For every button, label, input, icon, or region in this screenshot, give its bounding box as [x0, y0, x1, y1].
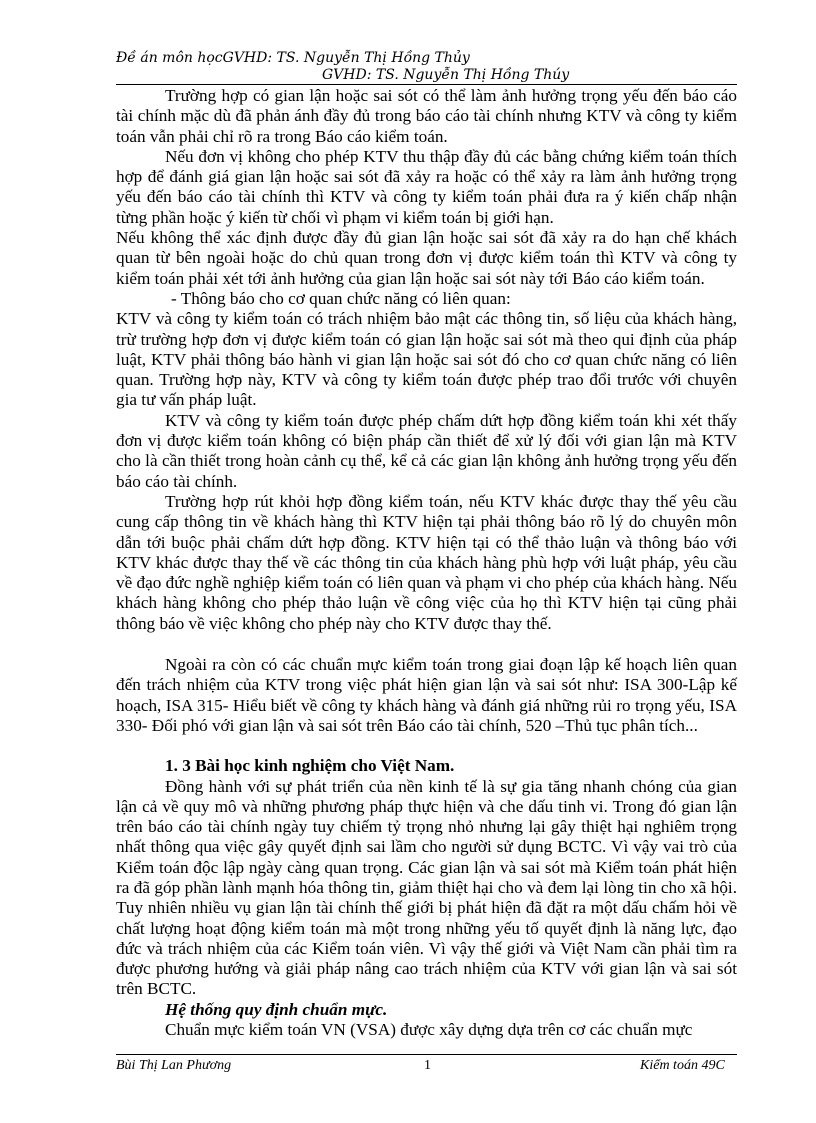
header-line-1: Đề án môn họcGVHD: TS. Nguyễn Thị Hồng Thủy	[116, 50, 470, 66]
paragraph: Nếu không thể xác định được đầy đủ gian lận hoặc sai sót đã xảy ra do hạn chế khách quan từ bên ngoài hoặc do chủ quan trong đơn vị được kiểm toán thì KTV và công ty kiểm toán phải xét tới ảnh hưởng của gian lận hoặc sai sót này tới Báo cáo kiểm toán.	[116, 228, 737, 288]
paragraph: - Thông báo cho cơ quan chức năng có liên quan:	[171, 288, 511, 308]
footer-page-number: 1	[424, 1058, 431, 1073]
paragraph: KTV và công ty kiểm toán được phép chấm dứt hợp đồng kiểm toán khi xét thấy đơn vị được kiểm toán không có biện pháp cần thiết để xử lý đối với gian lận mà KTV cho là cần thiết trong hoàn cảnh cụ thể, kể cả các gian lận không ảnh hưởng trọng yếu đến báo cáo tài chính.	[116, 410, 737, 491]
paragraph: Ngoài ra còn có các chuẩn mực kiểm toán trong giai đoạn lập kế hoạch liên quan đến trách nhiệm của KTV trong việc phát hiện gian lận và sai sót như: ISA 300-Lập kế hoạch, ISA 315- Hiểu biết về công ty khách hàng và đánh giá những rủi ro trọng yếu, ISA 330- Đối phó với gian lận và sai sót trên Báo cáo tài chính, 520 –Thủ tục phân tích...	[116, 655, 737, 735]
footer-divider	[116, 1054, 737, 1055]
header-divider	[116, 84, 737, 85]
paragraph: KTV và công ty kiểm toán có trách nhiệm bảo mật các thông tin, số liệu của khách hàng, trừ trường hợp đơn vị được kiểm toán có gian lận hoặc sai sót mà theo qui định của pháp luật, KTV phải thông báo hành vi gian lận hoặc sai sót đó cho cơ quan chức năng có liên quan. Trường hợp này, KTV và công ty kiểm toán được phép trao đổi trước với chuyên gia tư vấn pháp luật.	[116, 309, 737, 410]
subheading: Hệ thống quy định chuẩn mực.	[165, 999, 388, 1019]
paragraph: Nếu đơn vị không cho phép KTV thu thập đầy đủ các bằng chứng kiểm toán thích hợp để đánh giá gian lận hoặc sai sót đã xảy ra hoặc có thể xảy ra làm ảnh hưởng trọng yếu đến báo cáo tài chính thì KTV và công ty kiểm toán phải đưa ra ý kiến chấp nhận từng phần hoặc ý kiến từ chối vì phạm vi kiểm toán bị giới hạn.	[116, 146, 737, 227]
footer-author: Bùi Thị Lan Phương	[116, 1058, 232, 1073]
paragraph: Trường hợp rút khỏi hợp đồng kiểm toán, nếu KTV khác được thay thế yêu cầu cung cấp thông tin về khách hàng thì KTV hiện tại phải thông báo rõ lý do chuyên môn dẫn tới buộc phải chấm dứt hợp đồng. KTV hiện tại có thể thảo luận và thông báo với KTV khác được thay thế về các thông tin của khách hàng phù hợp với luật pháp, yêu cầu về đạo đức nghề nghiệp kiểm toán có liên quan và phạm vi cho phép của khách hàng. Nếu khách hàng không cho phép thảo luận về công việc của họ thì KTV hiện tại cũng phải thông báo về việc không cho phép này cho KTV được thay thế.	[116, 491, 737, 633]
paragraph: Trường hợp có gian lận hoặc sai sót có thể làm ảnh hưởng trọng yếu đến báo cáo tài chính mặc dù đã phản ánh đầy đủ trong báo cáo tài chính nhưng KTV và công ty kiểm toán vẫn phải chỉ rõ ra trong Báo cáo kiểm toán.	[116, 86, 737, 146]
paragraph: Chuẩn mực kiểm toán VN (VSA) được xây dựng dựa trên cơ các chuẩn mực	[165, 1020, 693, 1040]
header-line-2: GVHD: TS. Nguyễn Thị Hồng Thúy	[322, 67, 570, 83]
document-body	[116, 86, 737, 1040]
section-heading: 1. 3 Bài học kinh nghiệm cho Việt Nam.	[165, 756, 455, 776]
paragraph: Đồng hành với sự phát triển của nền kinh tế là sự gia tăng nhanh chóng của gian lận cả về quy mô và những phương pháp thực hiện và che dấu tinh vi. Trong đó gian lận trên báo cáo tài chính ngày tuy chiếm tỷ trọng nhỏ nhưng lại gây thiệt hại nghiêm trọng nhất thông qua việc gây quyết định sai lầm cho người sử dụng BCTC. Vì vậy vai trò của Kiểm toán độc lập ngày càng quan trọng. Các gian lận và sai sót mà Kiểm toán phát hiện ra đã góp phần lành mạnh hóa thông tin, giảm thiệt hại cho và đem lại lòng tin cho xã hội. Tuy nhiên nhiều vụ gian lận tài chính thế giới bị phát hiện đã đặt ra một dấu chấm hỏi về chất lượng hoạt động kiểm toán mà một trong những yếu tố quyết định là năng lực, đạo đức và trách nhiệm của các Kiểm toán viên. Vì vậy thế giới và Việt Nam cần phải tìm ra được phương hướng và giải pháp nâng cao trách nhiệm của KTV với gian lận và sai sót trên BCTC.	[116, 776, 737, 999]
footer-class: Kiểm toán 49C	[640, 1058, 725, 1073]
